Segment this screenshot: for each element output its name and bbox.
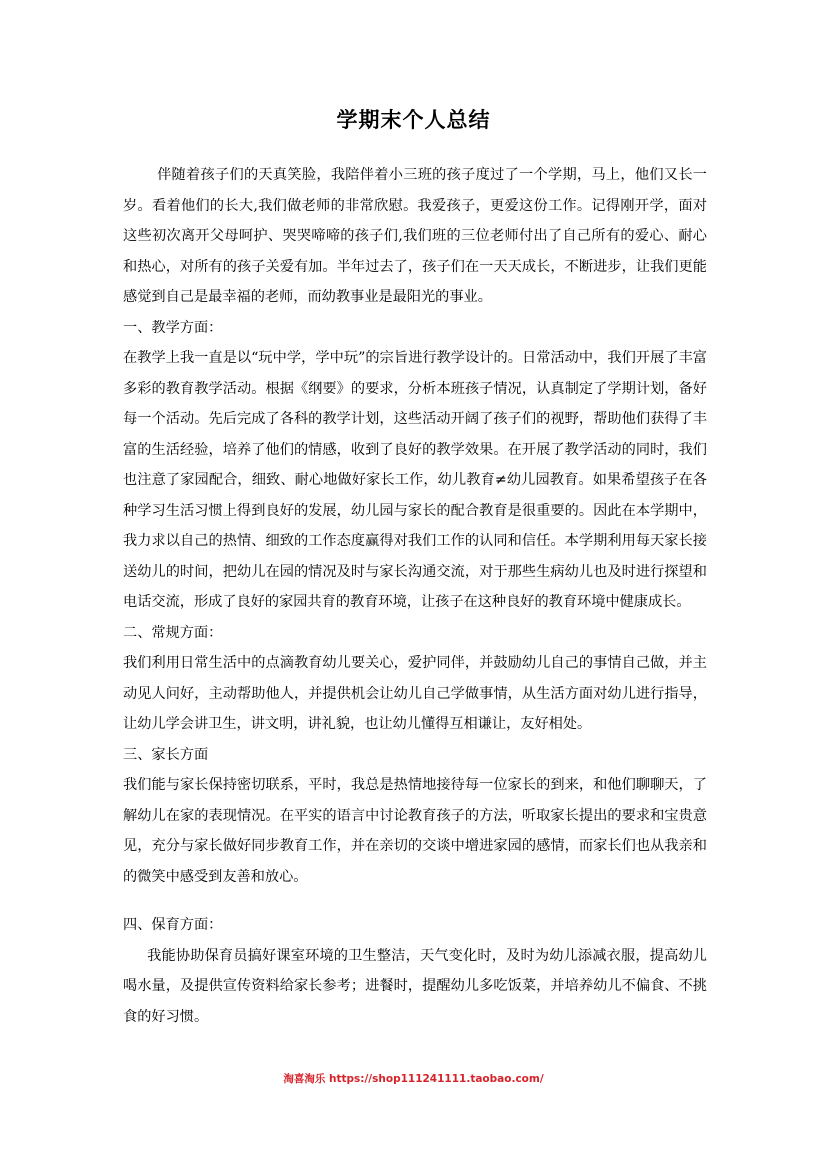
intro-paragraph: 伴随着孩子们的天真笑脸，我陪伴着小三班的孩子度过了一个学期，马上，他们又长一岁。看着他们的长大,我们做老师的非常欣慰。我爱孩子，更爱这份工作。记得刚开学，面对这些初次离开父母呵护、哭哭啼啼的孩子们,我们班的三位老师付出了自己所有的爱心、耐心和热心，对所有的孩子关爱有加。半年过去了，孩子们在一天天成长，不断进步，让我们更能感觉到自己是最幸福的老师，而幼教事业是最阳光的事业。 (123, 167, 707, 305)
page-title: 学期末个人总结 (336, 108, 491, 132)
care-paragraph: 我能协助保育员搞好课室环境的卫生整洁，天气变化时，及时为幼儿添减衣服，提高幼儿喝水量，及提供宣传资料给家长参考；进餐时，提醒幼儿多吃饭菜，并培养幼儿不偏食、不挑食的好习惯。 (123, 947, 707, 1025)
teaching-heading: 一、教学方面： (123, 319, 223, 336)
footer-shop-link[interactable]: 淘喜淘乐 https://shop111241111.taobao.com/ (283, 1073, 544, 1085)
parents-paragraph: 我们能与家长保持密切联系，平时，我总是热情地接待每一位家长的到来，和他们聊聊天，了解幼儿在家的表现情况。在平实的语言中讨论教育孩子的方法，听取家长提出的要求和宝贵意见，充分与家长做好同步教育工作，并在亲切的交谈中增进家园的感情，而家长们也从我亲和的微笑中感受到友善和放心。 (123, 777, 707, 885)
paragraph-spacer (123, 892, 707, 910)
routine-paragraph: 我们利用日常生活中的点滴教育幼儿要关心，爱护同伴，并鼓励幼儿自己的事情自己做，并主动见人问好，主动帮助他人，并提供机会让幼儿自己学做事情，从生活方面对幼儿进行指导，让幼儿学会讲卫生，讲文明，讲礼貌，也让幼儿懂得互相谦让，友好相处。 (123, 655, 707, 732)
teaching-paragraph: 在教学上我一直是以“玩中学，学中玩”的宗旨进行教学设计的。日常活动中，我们开展了丰富多彩的教育教学活动。根据《纲要》的要求，分析本班孩子情况，认真制定了学期计划，备好每一个活动。先后完成了各科的教学计划，这些活动开阔了孩子们的视野，帮助他们获得了丰富的生活经验，培养了他们的情感，收到了良好的教学效果。在开展了教学活动的同时，我们也注意了家园配合，细致、耐心地做好家长工作，幼儿教育≠幼儿园教育。如果希望孩子在各种学习生活习惯上得到良好的发展，幼儿园与家长的配合教育是很重要的。因此在本学期中，我力求以自己的热情、细致的工作态度赢得对我们工作的认同和信任。本学期利用每天家长接送幼儿的时间，把幼儿在园的情况及时与家长沟通交流，对于那些生病幼儿也及时进行探望和电话交流，形成了良好的家园共育的教育环境，让孩子在这种良好的教育环境中健康成长。 (123, 350, 707, 610)
routine-heading: 二、常规方面： (123, 624, 223, 641)
parents-heading: 三、家长方面 (123, 746, 209, 763)
care-heading: 四、保育方面： (123, 917, 223, 933)
document-body (123, 160, 707, 1032)
